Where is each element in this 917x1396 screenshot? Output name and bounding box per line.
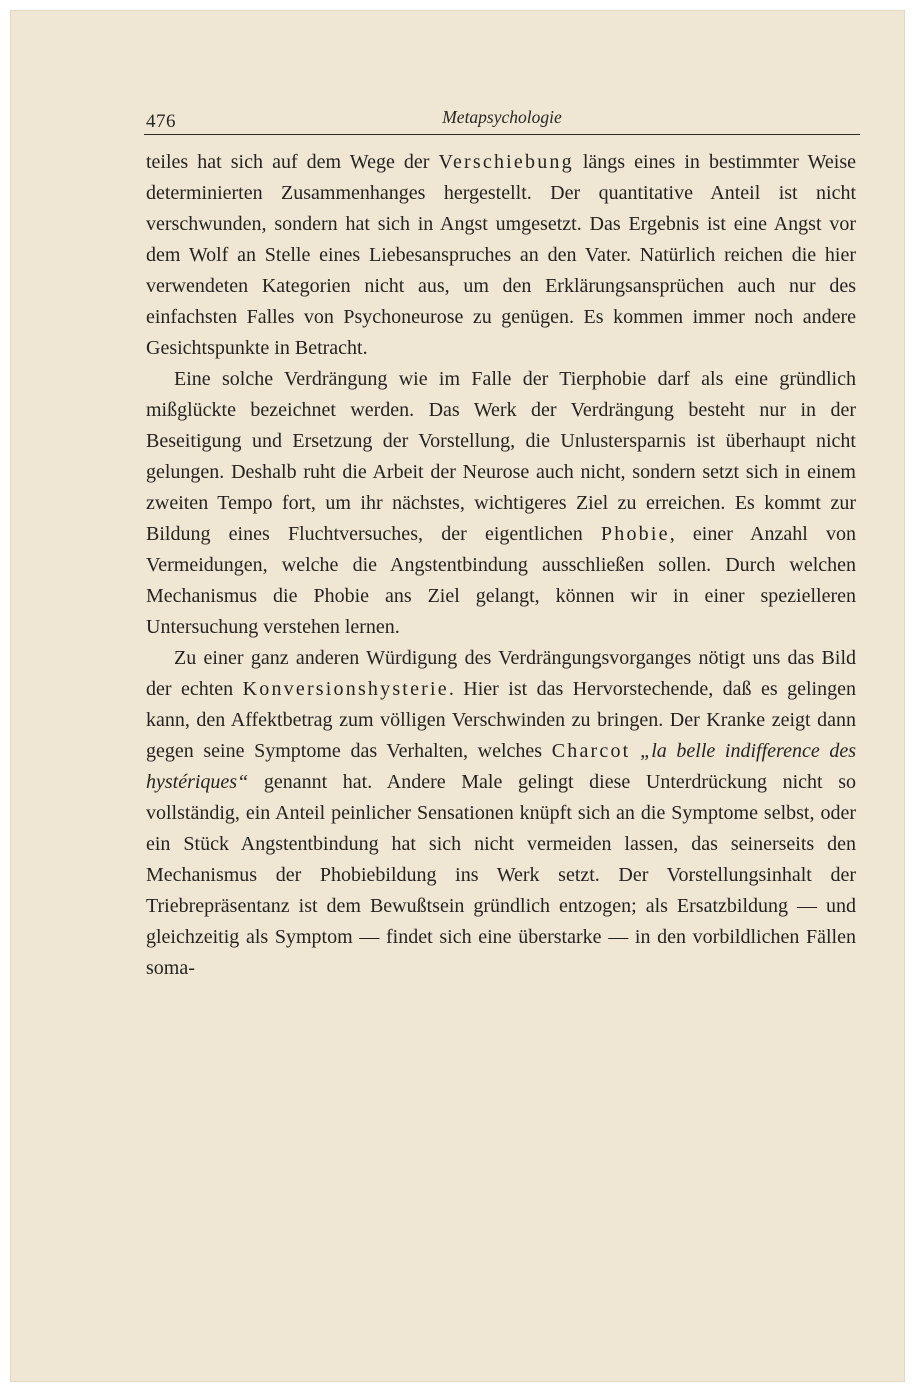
header-rule	[144, 134, 860, 135]
italic-quote: „la belle indifference des hystériques“	[146, 740, 857, 793]
page-header	[144, 103, 860, 133]
spaced-term-phobie: Phobie	[600, 523, 670, 545]
paragraph-3: Zu einer ganz anderen Würdigung des Verdrängungsvorganges nötigt uns das Bild der echten Konversionshysterie. Hier ist das Hervorstechende, daß es gelingen kann, den Affektbetrag zum völligen Verschwinden zu bringen. Der Kranke zeigt dann gegen seine Symptome das Verhalten, welches Charcot „la belle indifference des hystériques“ genannt hat. Andere Male gelingt diese Unterdrückung nicht so vollständig, ein Anteil peinlicher Sensationen knüpft sich an die Symptome selbst, oder ein Stück Angstentbindung hat sich nicht vermeiden lassen, das seinerseits den Mechanismus der Phobiebildung ins Werk setzt. Der Vorstellungsinhalt der Triebrepräsentanz ist dem Bewußtsein gründlich entzogen; als Ersatzbildung — und gleichzeitig als Symptom — findet sich eine überstarke — in den vorbildlichen Fällen soma-	[146, 647, 857, 979]
paragraph-1: teiles hat sich auf dem Wege der Verschiebung längs eines in bestimmter Weise determinierten Zusammenhanges hergestellt. Der quantitative Anteil ist nicht verschwunden, sondern hat sich in Angst umgesetzt. Das Ergebnis ist eine Angst vor dem Wolf an Stelle eines Liebesanspruches an den Vater. Natürlich reichen die hier verwendeten Kategorien nicht aus, um den Erklärungsansprüchen auch nur des einfachsten Falles von Psychoneurose zu genügen. Es kommen immer noch andere Gesichtspunkte in Betracht.	[146, 151, 856, 359]
spaced-term-verschiebung: Verschiebung	[438, 151, 574, 173]
spaced-name-charcot: Charcot	[551, 740, 631, 762]
running-title: Metapsychologie	[442, 107, 562, 127]
page-body	[146, 147, 856, 984]
page-number: 476	[146, 111, 176, 132]
paragraph-2: Eine solche Verdrängung wie im Falle der Tierphobie darf als eine gründlich mißglückte bezeichnet werden. Das Werk der Verdrängung besteht nur in der Beseitigung und Ersetzung der Vorstellung, die Unlustersparnis ist überhaupt nicht gelungen. Deshalb ruht die Arbeit der Neurose auch nicht, sondern setzt sich in einem zweiten Tempo fort, um ihr nächstes, wichtigeres Ziel zu erreichen. Es kommt zur Bildung eines Fluchtversuches, der eigentlichen Phobie, einer Anzahl von Vermeidungen, welche die Angstentbindung ausschließen sollen. Durch welchen Mechanismus die Phobie ans Ziel gelangt, können wir in einer spezielleren Untersuchung verstehen lernen.	[146, 368, 856, 638]
spaced-term-konversionshysterie: Konversionshysterie	[242, 678, 449, 700]
